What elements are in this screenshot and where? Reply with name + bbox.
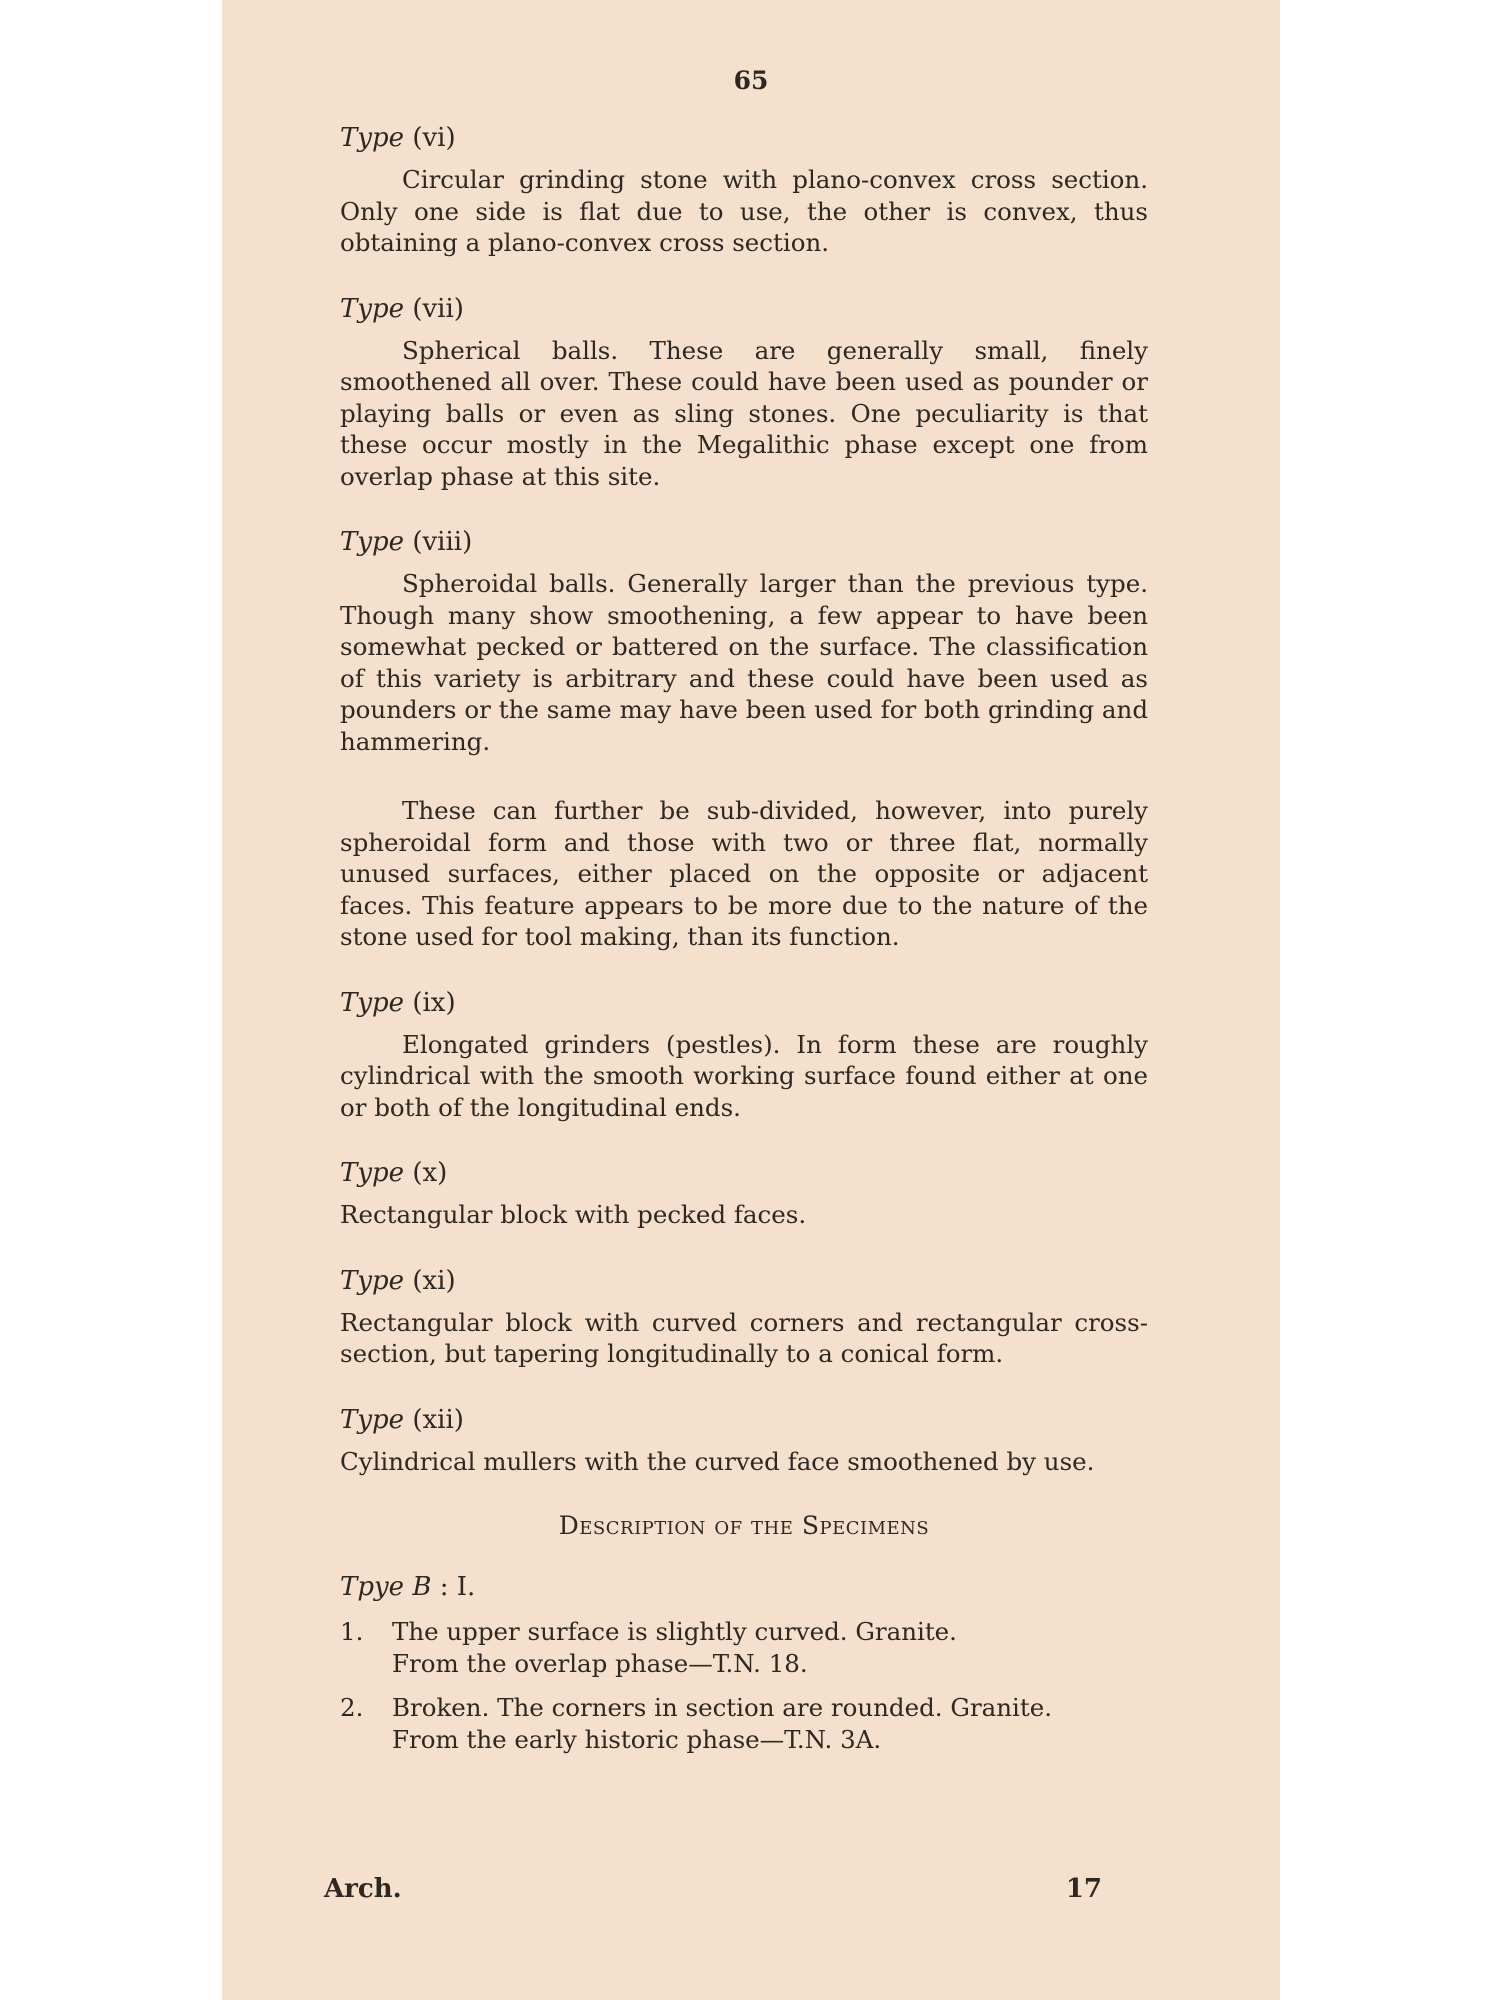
type-description: Circular grinding stone with plano-convex cross section. Only one side is flat due to use, the other is convex, thus obtaining a plano-convex cross section. bbox=[340, 165, 1148, 257]
type-ix-section bbox=[340, 987, 1148, 1124]
specimen-body bbox=[392, 1692, 1148, 1755]
document-page bbox=[222, 0, 1280, 2000]
section-heading: Description of the Specimens bbox=[558, 1511, 930, 1540]
type-heading bbox=[340, 293, 1148, 325]
specimen-group-label: Tpye B bbox=[340, 1572, 432, 1602]
footer-sheet-number: 17 bbox=[1065, 1874, 1102, 1904]
type-description: Cylindrical mullers with the curved face smoothened by use. bbox=[340, 1446, 1095, 1476]
specimen-item bbox=[340, 1692, 1148, 1755]
type-heading bbox=[340, 1157, 1148, 1189]
type-vii-section bbox=[340, 293, 1148, 493]
type-description-continued: These can further be sub-divided, however, into purely spheroidal form and those with two or three flat, normally unused surfaces, either placed on the opposite or adjacent faces. This feature appears to be more due to the nature of the stone used for tool making, than its function. bbox=[340, 796, 1148, 951]
specimen-number: 2. bbox=[340, 1693, 364, 1722]
specimen-number: 1. bbox=[340, 1617, 364, 1646]
type-label: Type bbox=[340, 1265, 405, 1296]
type-description: Rectangular block with pecked faces. bbox=[340, 1200, 807, 1229]
type-x-section bbox=[340, 1157, 1148, 1231]
type-label: Type bbox=[340, 293, 405, 324]
type-xii-section bbox=[340, 1404, 1148, 1478]
type-numeral: (ix) bbox=[412, 987, 456, 1018]
specimen-provenance: From the overlap phase—T.N. 18. bbox=[392, 1648, 808, 1678]
type-description: Spherical balls. These are generally small, finely smoothened all over. These could have been used as pounder or playing balls or even as sling stones. One peculiarity is that these occur mostly in the Megalithic phase except one from overlap phase at this site. bbox=[340, 335, 1148, 491]
type-viii-section bbox=[340, 526, 1148, 953]
type-numeral: (xi) bbox=[412, 1265, 456, 1296]
type-label: Type bbox=[340, 1158, 405, 1188]
footer-signature-mark: Arch. bbox=[324, 1874, 402, 1904]
type-label: Type bbox=[340, 123, 405, 153]
specimen-group-suffix: : I. bbox=[439, 1572, 476, 1602]
type-label: Type bbox=[340, 1404, 405, 1435]
type-xi-section bbox=[340, 1265, 1148, 1370]
type-numeral: (vii) bbox=[412, 293, 464, 324]
page-number: 65 bbox=[733, 66, 769, 95]
type-label: Type bbox=[340, 527, 405, 557]
type-description: Spheroidal balls. Generally larger than the previous type. Though many show smoothening, a few appear to have been somewhat pecked or battered on the surface. The classification of this variety is arbitrary and these could have been used as pounders or the same may have been used for both grinding and hammering. bbox=[340, 569, 1148, 756]
type-numeral: (vi) bbox=[412, 123, 456, 153]
type-label: Type bbox=[340, 987, 405, 1018]
specimen-provenance: From the early historic phase—T.N. 3A. bbox=[392, 1724, 882, 1754]
specimen-body bbox=[392, 1616, 1148, 1679]
type-numeral: (viii) bbox=[412, 527, 473, 557]
specimen-description: The upper surface is slightly curved. Granite. bbox=[392, 1617, 957, 1646]
type-heading bbox=[340, 987, 1148, 1019]
type-description: Rectangular block with curved corners and rectangular cross-section, but tapering longitudinally to a conical form. bbox=[340, 1307, 1148, 1368]
type-vi-section bbox=[340, 122, 1148, 259]
type-numeral: (xii) bbox=[412, 1404, 464, 1435]
specimen-item bbox=[340, 1616, 1148, 1679]
page-content bbox=[340, 122, 1148, 1768]
specimen-group-heading bbox=[340, 1572, 1148, 1602]
type-heading bbox=[340, 1265, 1148, 1297]
type-description: Elongated grinders (pestles). In form these are roughly cylindrical with the smooth working surface found either at one or both of the longitudinal ends. bbox=[340, 1029, 1148, 1122]
type-heading bbox=[340, 122, 1148, 154]
type-numeral: (x) bbox=[412, 1158, 448, 1188]
type-heading bbox=[340, 1404, 1148, 1436]
specimen-description: Broken. The corners in section are rounded. Granite. bbox=[392, 1693, 1053, 1722]
type-heading bbox=[340, 526, 1148, 558]
